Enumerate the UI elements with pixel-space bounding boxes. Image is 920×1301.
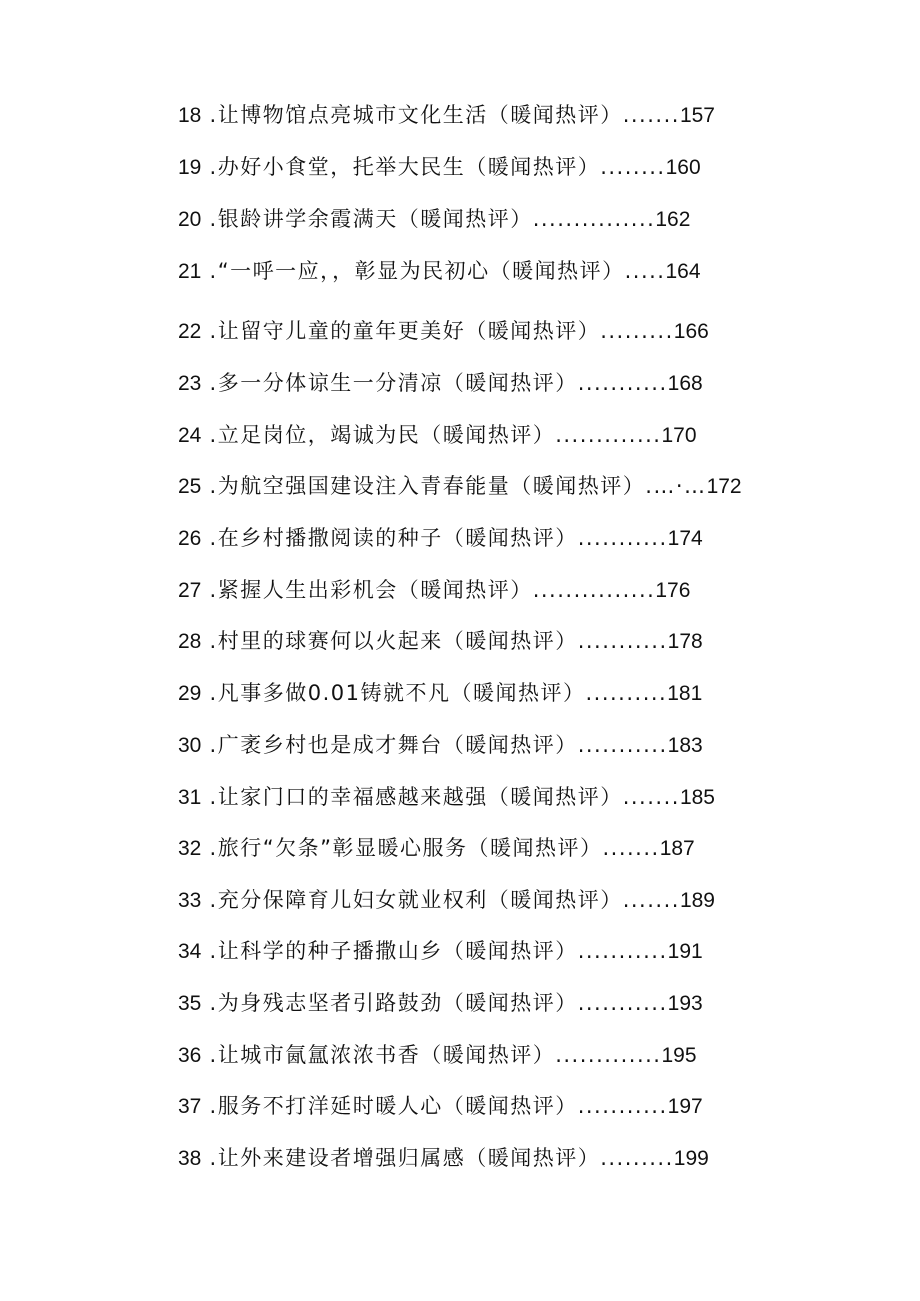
toc-entry — [178, 575, 690, 605]
entry-page: 187 — [659, 837, 695, 860]
entry-number: 30 — [178, 734, 202, 757]
entry-page: 176 — [655, 579, 691, 602]
entry-page: 183 — [667, 734, 703, 757]
entry-number: 19 — [178, 156, 202, 179]
toc-entry — [178, 626, 703, 656]
entry-page: 178 — [667, 630, 703, 653]
entry-title: .让博物馆点亮城市文化生活（暖闻热评）....... — [201, 103, 680, 127]
toc-entry — [178, 256, 701, 286]
entry-page: 181 — [667, 682, 703, 705]
toc-entry — [178, 885, 715, 915]
toc-entry — [178, 833, 695, 863]
entry-title: .服务不打洋延时暖人心（暖闻热评）........... — [201, 1094, 668, 1118]
entry-number: 37 — [178, 1095, 202, 1118]
toc-entry — [178, 730, 703, 760]
entry-number: 36 — [178, 1044, 202, 1067]
entry-number: 38 — [178, 1147, 202, 1170]
entry-number: 26 — [178, 527, 202, 550]
toc-entry — [178, 316, 709, 346]
toc-entry — [178, 100, 715, 130]
entry-number: 20 — [178, 208, 202, 231]
toc-entry — [178, 1040, 697, 1070]
entry-page: 172 — [706, 475, 742, 498]
toc-entry — [178, 204, 690, 234]
toc-entry — [178, 988, 703, 1018]
entry-number: 23 — [178, 372, 202, 395]
entry-title: .在乡村播撒阅读的种子（暖闻热评）........... — [201, 526, 668, 550]
entry-title: .让家门口的幸福感越来越强（暖闻热评）....... — [201, 785, 680, 809]
entry-title: .让科学的种子播撒山乡（暖闻热评）........... — [201, 939, 668, 963]
entry-page: 168 — [667, 372, 703, 395]
entry-number: 34 — [178, 940, 202, 963]
entry-title: .立足岗位，竭诚为民（暖闻热评）............. — [201, 423, 662, 447]
entry-title: .充分保障育儿妇女就业权利（暖闻热评）....... — [201, 888, 680, 912]
entry-page: 199 — [673, 1147, 709, 1170]
entry-title: .紧握人生出彩机会（暖闻热评）............... — [201, 578, 656, 602]
toc-entry — [178, 936, 703, 966]
entry-number: 35 — [178, 992, 202, 1015]
entry-page: 174 — [667, 527, 703, 550]
entry-number: 33 — [178, 889, 202, 912]
toc-entry — [178, 420, 697, 450]
entry-title: .多一分体谅生一分清凉（暖闻热评）........... — [201, 371, 668, 395]
entry-page: 170 — [661, 424, 697, 447]
toc-entry — [178, 368, 703, 398]
toc-entry — [178, 523, 703, 553]
entry-page: 166 — [673, 320, 709, 343]
entry-title: .“一呼一应，，彰显为民初心（暖闻热评）..... — [201, 259, 666, 283]
entry-number: 18 — [178, 104, 202, 127]
entry-number: 32 — [178, 837, 202, 860]
entry-title: .凡事多做0.01铸就不凡（暖闻热评）.......... — [201, 681, 668, 705]
entry-title: .旅行“欠条”彰显暖心服务（暖闻热评）....... — [201, 836, 660, 860]
entry-number: 28 — [178, 630, 202, 653]
entry-number: 22 — [178, 320, 202, 343]
entry-number: 27 — [178, 579, 202, 602]
toc-entry — [178, 1091, 703, 1121]
entry-page: 160 — [665, 156, 701, 179]
entry-title: .村里的球赛何以火起来（暖闻热评）........... — [201, 629, 668, 653]
toc-entry — [178, 471, 742, 501]
entry-number: 25 — [178, 475, 202, 498]
entry-page: 164 — [665, 260, 701, 283]
entry-page: 185 — [679, 786, 715, 809]
entry-page: 189 — [679, 889, 715, 912]
toc-entry — [178, 678, 702, 708]
entry-title: .广袤乡村也是成才舞台（暖闻热评）........... — [201, 733, 668, 757]
entry-title: .让外来建设者增强归属感（暖闻热评）......... — [201, 1146, 674, 1170]
entry-page: 197 — [667, 1095, 703, 1118]
entry-title: .让城市氤氲浓浓书香（暖闻热评）............. — [201, 1043, 662, 1067]
entry-number: 29 — [178, 682, 202, 705]
entry-title: .让留守儿童的童年更美好（暖闻热评）......... — [201, 319, 674, 343]
entry-title: .为航空强国建设注入青春能量（暖闻热评）.…·… — [201, 474, 707, 498]
entry-page: 193 — [667, 992, 703, 1015]
toc-entry — [178, 1143, 709, 1173]
entry-page: 162 — [655, 208, 691, 231]
entry-title: .办好小食堂，托举大民生（暖闻热评）........ — [201, 155, 666, 179]
entry-number: 24 — [178, 424, 202, 447]
entry-title: .银龄讲学余霞满天（暖闻热评）............... — [201, 207, 656, 231]
entry-number: 31 — [178, 786, 202, 809]
toc-entry — [178, 152, 701, 182]
entry-page: 191 — [667, 940, 703, 963]
toc-entry — [178, 782, 715, 812]
entry-number: 21 — [178, 260, 202, 283]
entry-page: 195 — [661, 1044, 697, 1067]
entry-page: 157 — [679, 104, 715, 127]
entry-title: .为身残志坚者引路鼓劲（暖闻热评）........... — [201, 991, 668, 1015]
